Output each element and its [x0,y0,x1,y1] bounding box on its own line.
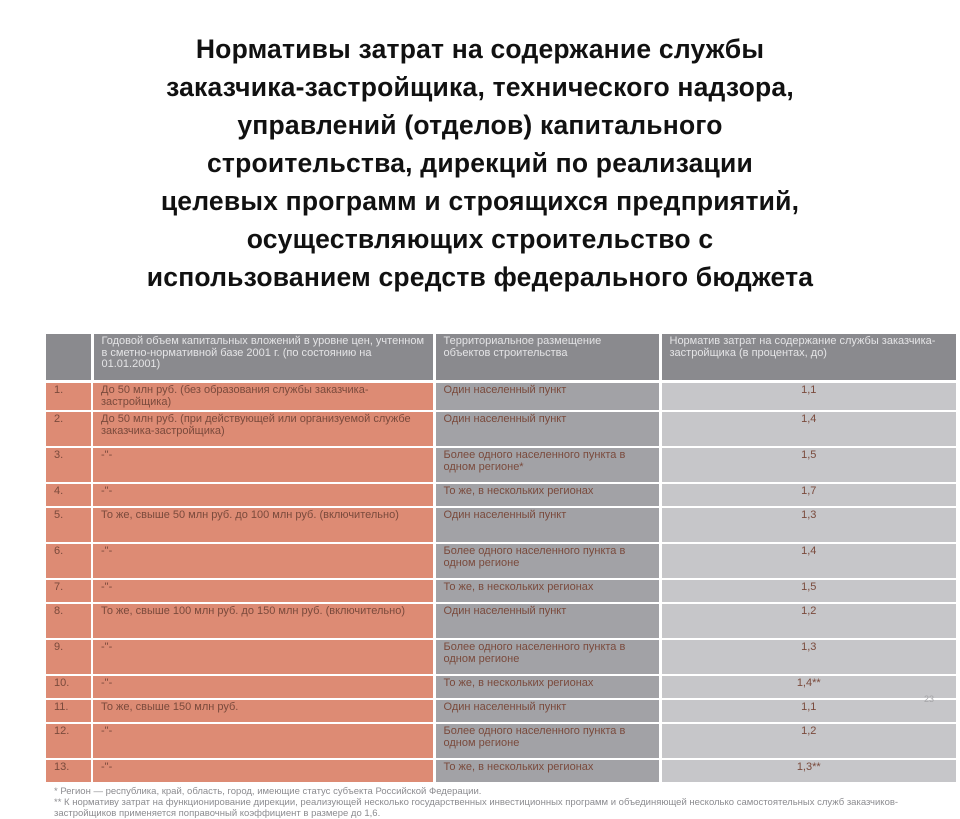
row-volume: До 50 млн руб. (при действующей или организуемой службе заказчика-застройщика) [92,411,434,447]
row-volume: -"- [92,723,434,759]
row-norm: 1,1 [660,699,956,723]
page-number: 23 [923,694,934,704]
row-number: 3. [46,447,92,483]
row-number: 11. [46,699,92,723]
row-norm: 1,5 [660,447,956,483]
row-territory: Один населенный пункт [434,411,660,447]
table-row [46,382,956,412]
title-line: целевых программ и строящихся предприятий, [160,186,800,216]
table-footnotes [54,786,904,819]
norms-table [46,334,956,784]
row-number: 10. [46,675,92,699]
table-row [46,675,956,699]
row-number: 4. [46,483,92,507]
table-row [46,723,956,759]
row-territory: Более одного населенного пункта в одном регионе [434,639,660,675]
title-line: управлений (отделов) капитального [237,110,723,140]
row-territory: То же, в нескольких регионах [434,483,660,507]
row-territory: Более одного населенного пункта в одном регионе* [434,447,660,483]
row-territory: То же, в нескольких регионах [434,579,660,603]
title-line: заказчика-застройщика, технического надзора, [166,72,794,102]
row-norm: 1,2 [660,603,956,639]
table-header-row [46,334,956,382]
row-number: 9. [46,639,92,675]
row-norm: 1,4 [660,543,956,579]
row-norm: 1,3 [660,639,956,675]
row-number: 5. [46,507,92,543]
row-number: 13. [46,759,92,783]
row-number: 2. [46,411,92,447]
row-volume: То же, свыше 150 млн руб. [92,699,434,723]
row-norm: 1,1 [660,382,956,412]
table-row [46,603,956,639]
header-num [46,334,92,382]
row-norm: 1,2 [660,723,956,759]
footnote: ** К нормативу затрат на функционирование дирекции, реализующей несколько государственных инвестиционных программ и объединяющей несколько самостоятельных служб заказчиков-застройщиков применяется поправочный коэффициент в размере до 1,6. [54,797,899,819]
header-volume: Годовой объем капитальных вложений в уровне цен, учтенном в сметно-нормативной базе 2001 г. (по состоянию на 01.01.2001) [92,334,434,382]
header-norm: Норматив затрат на содержание службы заказчика-застройщика (в процентах, до) [660,334,956,382]
row-territory: Более одного населенного пункта в одном регионе [434,723,660,759]
row-number: 12. [46,723,92,759]
footnote: * Регион — республика, край, область, город, имеющие статус субъекта Российской Федерации. [54,786,482,797]
row-volume: -"- [92,447,434,483]
row-territory: То же, в нескольких регионах [434,675,660,699]
title-line: строительства, дирекций по реализации [206,148,754,178]
row-volume: -"- [92,639,434,675]
slide-title [20,30,940,296]
row-territory: Один населенный пункт [434,507,660,543]
title-line: осуществляющих строительство с [246,224,714,254]
table-row [46,483,956,507]
table-row [46,447,956,483]
table-row [46,543,956,579]
row-volume: То же, свыше 50 млн руб. до 100 млн руб. (включительно) [92,507,434,543]
row-volume: -"- [92,759,434,783]
row-volume: До 50 млн руб. (без образования службы заказчика-застройщика) [92,382,434,412]
row-territory: Более одного населенного пункта в одном регионе [434,543,660,579]
row-norm: 1,4 [660,411,956,447]
table-row [46,639,956,675]
row-territory: Один населенный пункт [434,382,660,412]
row-norm: 1,3 [660,507,956,543]
header-territory: Территориальное размещение объектов строительства [434,334,660,382]
norms-table-image [46,334,956,819]
table-row [46,411,956,447]
table-row [46,759,956,783]
title-line: использованием средств федерального бюджета [146,262,814,292]
row-volume: -"- [92,543,434,579]
row-norm: 1,4** [660,675,956,699]
row-norm: 1,3** [660,759,956,783]
row-number: 6. [46,543,92,579]
table-row [46,579,956,603]
row-number: 8. [46,603,92,639]
row-volume: -"- [92,675,434,699]
title-line: Нормативы затрат на содержание службы [195,34,765,64]
row-volume: -"- [92,579,434,603]
row-volume: -"- [92,483,434,507]
table-row [46,699,956,723]
row-number: 1. [46,382,92,412]
table-row [46,507,956,543]
row-territory: То же, в нескольких регионах [434,759,660,783]
row-number: 7. [46,579,92,603]
row-norm: 1,5 [660,579,956,603]
row-norm: 1,7 [660,483,956,507]
row-volume: То же, свыше 100 млн руб. до 150 млн руб. (включительно) [92,603,434,639]
row-territory: Один населенный пункт [434,699,660,723]
row-territory: Один населенный пункт [434,603,660,639]
